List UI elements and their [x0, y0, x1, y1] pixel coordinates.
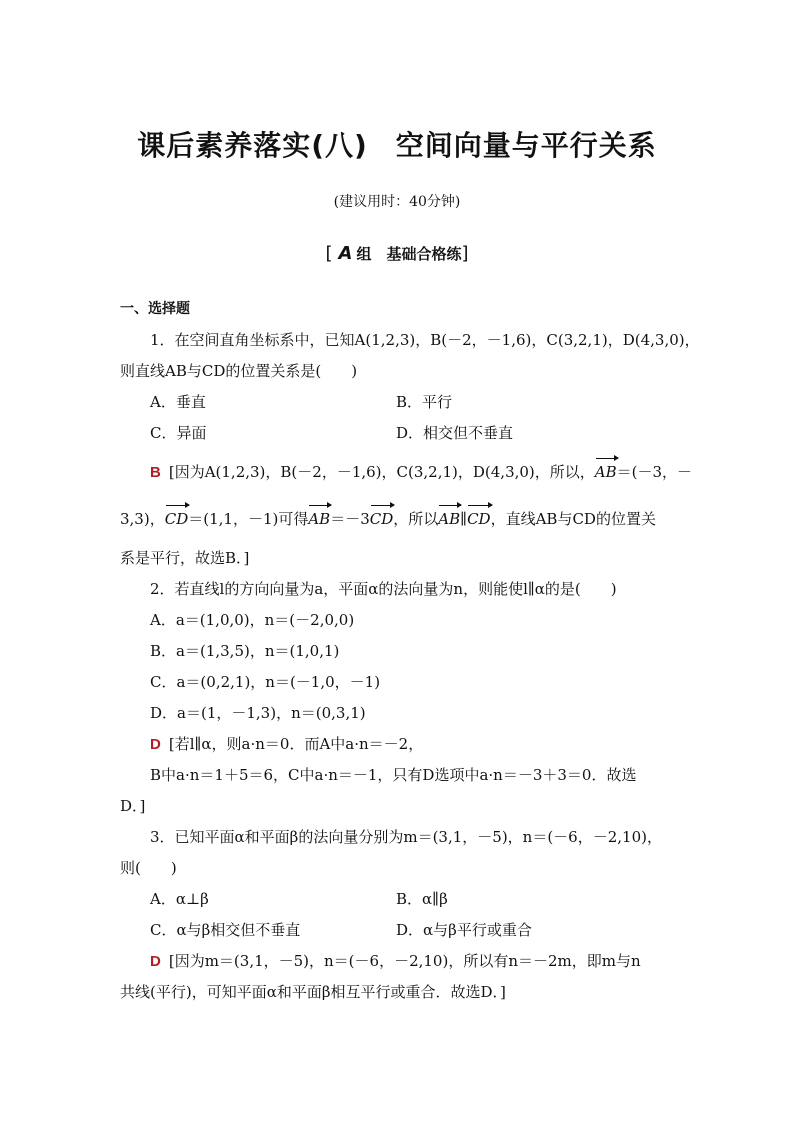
vector-ab: AB — [594, 463, 617, 481]
q2-option-a: A．a＝(1,0,0)，n＝(－2,0,0) — [150, 611, 355, 629]
q1-exp-text2: ＝(－3，－ — [616, 463, 693, 481]
group-bracket-open: [ — [325, 243, 333, 264]
q1-stem-points: A(1,2,3)，B(－2，－1,6)，C(3,2,1)，D(4,3,0)， — [354, 331, 700, 349]
q1-explanation-line1 — [150, 461, 693, 484]
q1-exp-text1: [因为A(1,2,3)，B(－2，－1,6)，C(3,2,1)，D(4,3,0)，所以， — [168, 463, 595, 481]
q1-exp-text5: ＝－3 — [330, 510, 370, 528]
group-bracket-close: ] — [461, 243, 469, 264]
q3-answer: D — [150, 953, 161, 970]
q1-exp-text3: 3,3)， — [120, 510, 165, 528]
suggested-time: (建议用时：40分钟) — [333, 194, 461, 210]
q2-option-b: B．a＝(1,3,5)，n＝(1,0,1) — [150, 642, 340, 660]
vector-cd: CD — [467, 510, 491, 528]
q3-option-a: A．α⊥β — [150, 890, 209, 908]
q1-option-c: C．异面 — [150, 424, 207, 442]
q2-exp-text1: [若l∥α，则a·n＝0．而A中a·n＝－2， — [168, 735, 424, 753]
q1-option-d: D．相交但不垂直 — [396, 424, 514, 442]
q1-stem-intro: 1．在空间直角坐标系中，已知 — [150, 331, 355, 349]
vector-ab: AB — [308, 510, 331, 528]
q2-explanation-line3: D．] — [120, 797, 146, 815]
q3-explanation-line2: 共线(平行)，可知平面α和平面β相互平行或重合．故选D．] — [120, 983, 506, 1001]
section-heading: 一、选择题 — [120, 301, 190, 317]
q2-stem: 2．若直线l的方向向量为a，平面α的法向量为n，则能使l∥α的是( ) — [150, 580, 617, 598]
q1-answer: B — [150, 464, 161, 481]
group-heading — [0, 243, 794, 264]
q3-explanation-line1 — [150, 950, 680, 973]
title-topic: 空间向量与平行关系 — [395, 129, 657, 162]
vector-cd: CD — [369, 510, 394, 528]
q1-exp-text6: ，所以 — [393, 510, 439, 528]
q1-option-a: A．垂直 — [150, 393, 206, 411]
vector-ab: AB — [438, 510, 461, 528]
q2-option-d: D．a＝(1，－1,3)，n＝(0,3,1) — [150, 704, 366, 722]
q3-option-d: D．α与β平行或重合 — [396, 921, 532, 939]
q2-explanation-line1 — [150, 733, 680, 756]
q3-stem-line2: 则( ) — [120, 859, 177, 877]
q3-option-c: C．α与β相交但不垂直 — [150, 921, 301, 939]
q1-exp-text7: ，直线AB与CD的位置关 — [490, 510, 656, 528]
page-title — [0, 124, 794, 164]
title-main: 课后素养落实(八) — [137, 129, 368, 162]
q3-exp-text1: [因为m＝(3,1，－5)，n＝(－6，－2,10)，所以有n＝－2m，即m与n — [168, 952, 641, 970]
q1-option-b: B．平行 — [396, 393, 453, 411]
q1-stem-line2: 则直线AB与CD的位置关系是( ) — [120, 362, 358, 380]
q2-answer: D — [150, 736, 161, 753]
parallel-symbol: ∥ — [460, 510, 468, 528]
q1-stem-line1 — [150, 329, 700, 351]
q2-option-c: C．a＝(0,2,1)，n＝(－1,0，－1) — [150, 673, 381, 691]
vector-cd: CD — [164, 510, 189, 528]
group-letter: A — [338, 243, 353, 264]
q1-explanation-line3: 系是平行，故选B．] — [120, 549, 250, 567]
q3-option-b: B．α∥β — [396, 890, 448, 908]
q3-stem-line1: 3．已知平面α和平面β的法向量分别为m＝(3,1，－5)，n＝(－6，－2,10)， — [150, 828, 662, 846]
q1-explanation-line2 — [120, 508, 680, 530]
q2-explanation-line2: B中a·n＝1＋5＝6，C中a·n＝－1，只有D选项中a·n＝－3＋3＝0．故选 — [150, 766, 637, 784]
group-label: 组 基础合格练 — [356, 245, 462, 263]
q1-exp-text4: ＝(1,1，－1)可得 — [188, 510, 309, 528]
